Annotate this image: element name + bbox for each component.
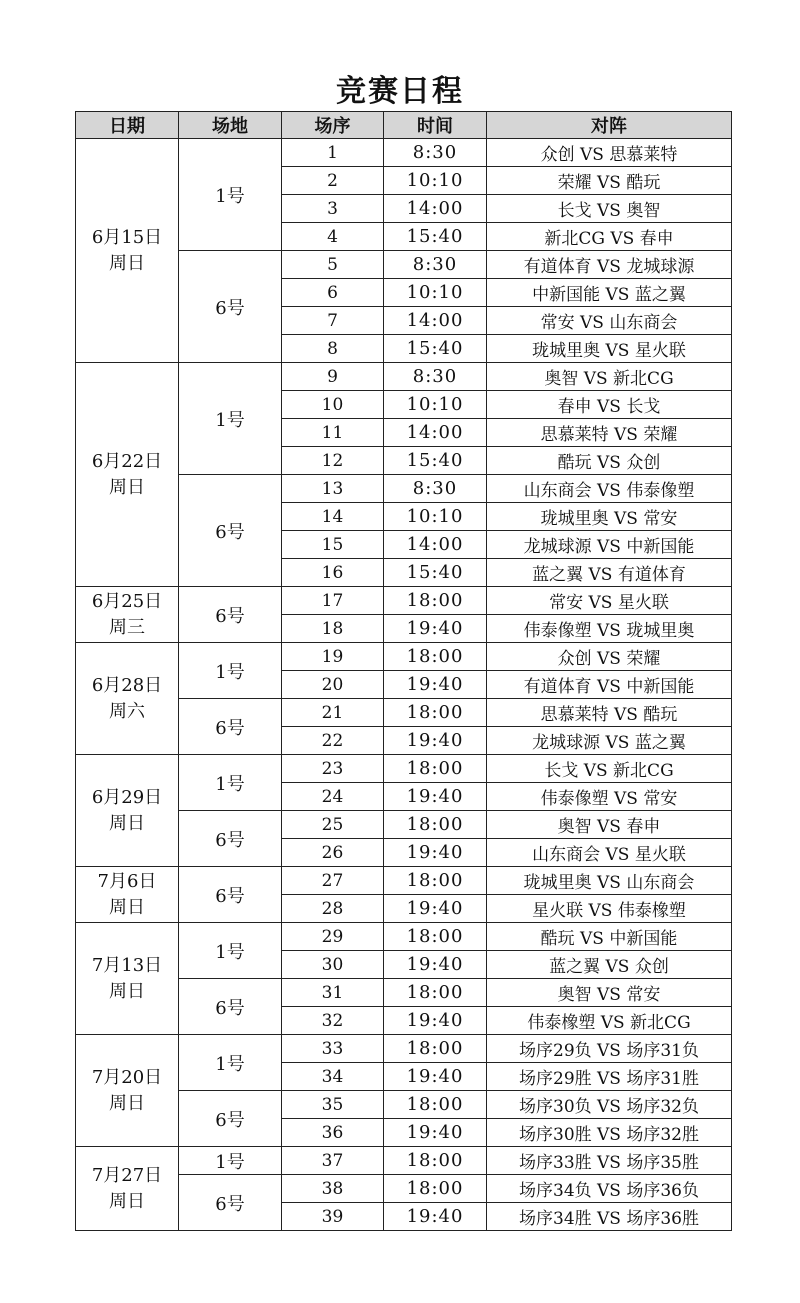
seq-cell: 37 — [282, 1147, 384, 1175]
match-cell: 长戈 VS 新北CG — [487, 755, 732, 783]
date-cell — [76, 139, 179, 363]
time-cell: 14:00 — [384, 195, 487, 223]
time-cell: 10:10 — [384, 167, 487, 195]
match-cell: 新北CG VS 春申 — [487, 223, 732, 251]
seq-cell: 13 — [282, 475, 384, 503]
seq-cell: 36 — [282, 1119, 384, 1147]
time-cell: 8:30 — [384, 475, 487, 503]
date-text: 7月27日 — [91, 1164, 163, 1186]
seq-cell: 34 — [282, 1063, 384, 1091]
match-cell: 春申 VS 长戈 — [487, 391, 732, 419]
match-cell: 常安 VS 山东商会 — [487, 307, 732, 335]
time-cell: 18:00 — [384, 1091, 487, 1119]
match-cell: 场序29胜 VS 场序31胜 — [487, 1063, 732, 1091]
match-cell: 有道体育 VS 龙城球源 — [487, 251, 732, 279]
date-text: 7月13日 — [91, 954, 163, 976]
weekday-text: 周六 — [109, 700, 145, 722]
seq-cell: 14 — [282, 503, 384, 531]
time-cell: 18:00 — [384, 699, 487, 727]
venue-cell: 1号 — [179, 139, 282, 251]
seq-cell: 28 — [282, 895, 384, 923]
seq-cell: 38 — [282, 1175, 384, 1203]
match-cell: 酷玩 VS 中新国能 — [487, 923, 732, 951]
seq-cell: 12 — [282, 447, 384, 475]
match-cell: 蓝之翼 VS 有道体育 — [487, 559, 732, 587]
weekday-text: 周日 — [109, 1190, 145, 1212]
match-cell: 珑城里奥 VS 星火联 — [487, 335, 732, 363]
match-cell: 场序29负 VS 场序31负 — [487, 1035, 732, 1063]
time-cell: 15:40 — [384, 559, 487, 587]
time-cell: 19:40 — [384, 1007, 487, 1035]
match-cell: 珑城里奥 VS 山东商会 — [487, 867, 732, 895]
time-cell: 19:40 — [384, 839, 487, 867]
seq-cell: 19 — [282, 643, 384, 671]
venue-cell: 1号 — [179, 923, 282, 979]
table-row — [76, 1035, 732, 1063]
date-cell — [76, 643, 179, 755]
seq-cell: 32 — [282, 1007, 384, 1035]
seq-cell: 35 — [282, 1091, 384, 1119]
weekday-text: 周日 — [109, 476, 145, 498]
time-cell: 19:40 — [384, 951, 487, 979]
date-text: 6月25日 — [91, 590, 163, 612]
venue-cell: 1号 — [179, 1035, 282, 1091]
match-cell: 众创 VS 荣耀 — [487, 643, 732, 671]
time-cell: 18:00 — [384, 643, 487, 671]
seq-cell: 20 — [282, 671, 384, 699]
page-title: 竞赛日程 — [336, 74, 464, 109]
time-cell: 15:40 — [384, 447, 487, 475]
schedule-table — [75, 111, 732, 1231]
match-cell: 中新国能 VS 蓝之翼 — [487, 279, 732, 307]
seq-cell: 7 — [282, 307, 384, 335]
date-text: 7月6日 — [97, 870, 157, 892]
table-row — [76, 139, 732, 167]
seq-cell: 5 — [282, 251, 384, 279]
venue-cell: 6号 — [179, 1091, 282, 1147]
venue-cell: 6号 — [179, 811, 282, 867]
time-cell: 15:40 — [384, 223, 487, 251]
venue-cell: 6号 — [179, 867, 282, 923]
venue-cell: 6号 — [179, 251, 282, 363]
header-seq: 场序 — [282, 112, 384, 139]
seq-cell: 18 — [282, 615, 384, 643]
table-row — [76, 363, 732, 391]
time-cell: 19:40 — [384, 671, 487, 699]
date-cell — [76, 587, 179, 643]
seq-cell: 9 — [282, 363, 384, 391]
date-cell — [76, 1035, 179, 1147]
match-cell: 众创 VS 思慕莱特 — [487, 139, 732, 167]
table-row — [76, 755, 732, 783]
date-cell — [76, 923, 179, 1035]
match-cell: 山东商会 VS 星火联 — [487, 839, 732, 867]
time-cell: 14:00 — [384, 531, 487, 559]
time-cell: 8:30 — [384, 363, 487, 391]
match-cell: 龙城球源 VS 中新国能 — [487, 531, 732, 559]
match-cell: 蓝之翼 VS 众创 — [487, 951, 732, 979]
time-cell: 8:30 — [384, 251, 487, 279]
seq-cell: 31 — [282, 979, 384, 1007]
date-cell — [76, 363, 179, 587]
seq-cell: 15 — [282, 531, 384, 559]
header-venue: 场地 — [179, 112, 282, 139]
seq-cell: 33 — [282, 1035, 384, 1063]
header-date: 日期 — [76, 112, 179, 139]
table-row — [76, 643, 732, 671]
date-cell — [76, 1147, 179, 1231]
time-cell: 14:00 — [384, 307, 487, 335]
time-cell: 18:00 — [384, 587, 487, 615]
header-row — [76, 112, 732, 139]
date-cell — [76, 867, 179, 923]
venue-cell: 1号 — [179, 643, 282, 699]
time-cell: 19:40 — [384, 1203, 487, 1231]
venue-cell: 6号 — [179, 699, 282, 755]
time-cell: 18:00 — [384, 923, 487, 951]
seq-cell: 24 — [282, 783, 384, 811]
date-text: 7月20日 — [91, 1066, 163, 1088]
seq-cell: 21 — [282, 699, 384, 727]
table-row — [76, 923, 732, 951]
date-text: 6月29日 — [91, 786, 163, 808]
seq-cell: 16 — [282, 559, 384, 587]
seq-cell: 10 — [282, 391, 384, 419]
seq-cell: 4 — [282, 223, 384, 251]
time-cell: 18:00 — [384, 811, 487, 839]
match-cell: 龙城球源 VS 蓝之翼 — [487, 727, 732, 755]
match-cell: 伟泰像塑 VS 常安 — [487, 783, 732, 811]
weekday-text: 周日 — [109, 1092, 145, 1114]
time-cell: 19:40 — [384, 1063, 487, 1091]
time-cell: 15:40 — [384, 335, 487, 363]
weekday-text: 周日 — [109, 252, 145, 274]
seq-cell: 3 — [282, 195, 384, 223]
seq-cell: 6 — [282, 279, 384, 307]
venue-cell: 1号 — [179, 1147, 282, 1175]
time-cell: 18:00 — [384, 755, 487, 783]
date-text: 6月15日 — [91, 226, 163, 248]
date-text: 6月28日 — [91, 674, 163, 696]
match-cell: 奥智 VS 新北CG — [487, 363, 732, 391]
seq-cell: 11 — [282, 419, 384, 447]
time-cell: 19:40 — [384, 783, 487, 811]
time-cell: 10:10 — [384, 391, 487, 419]
match-cell: 荣耀 VS 酷玩 — [487, 167, 732, 195]
venue-cell: 6号 — [179, 1175, 282, 1231]
match-cell: 场序33胜 VS 场序35胜 — [487, 1147, 732, 1175]
time-cell: 10:10 — [384, 503, 487, 531]
match-cell: 酷玩 VS 众创 — [487, 447, 732, 475]
time-cell: 18:00 — [384, 1147, 487, 1175]
time-cell: 18:00 — [384, 1035, 487, 1063]
seq-cell: 17 — [282, 587, 384, 615]
venue-cell: 6号 — [179, 979, 282, 1035]
seq-cell: 25 — [282, 811, 384, 839]
venue-cell: 1号 — [179, 363, 282, 475]
seq-cell: 30 — [282, 951, 384, 979]
time-cell: 19:40 — [384, 727, 487, 755]
weekday-text: 周日 — [109, 896, 145, 918]
match-cell: 场序34负 VS 场序36负 — [487, 1175, 732, 1203]
match-cell: 场序30胜 VS 场序32胜 — [487, 1119, 732, 1147]
seq-cell: 1 — [282, 139, 384, 167]
match-cell: 有道体育 VS 中新国能 — [487, 671, 732, 699]
header-time: 时间 — [384, 112, 487, 139]
venue-cell: 1号 — [179, 755, 282, 811]
header-match: 对阵 — [487, 112, 732, 139]
date-text: 6月22日 — [91, 450, 163, 472]
match-cell: 常安 VS 星火联 — [487, 587, 732, 615]
weekday-text: 周日 — [109, 980, 145, 1002]
match-cell: 奥智 VS 常安 — [487, 979, 732, 1007]
seq-cell: 27 — [282, 867, 384, 895]
seq-cell: 22 — [282, 727, 384, 755]
seq-cell: 26 — [282, 839, 384, 867]
venue-cell: 6号 — [179, 587, 282, 643]
match-cell: 伟泰像塑 VS 珑城里奥 — [487, 615, 732, 643]
schedule-body — [76, 139, 732, 1231]
match-cell: 场序34胜 VS 场序36胜 — [487, 1203, 732, 1231]
time-cell: 19:40 — [384, 1119, 487, 1147]
match-cell: 思慕莱特 VS 荣耀 — [487, 419, 732, 447]
time-cell: 14:00 — [384, 419, 487, 447]
seq-cell: 29 — [282, 923, 384, 951]
match-cell: 星火联 VS 伟泰橡塑 — [487, 895, 732, 923]
time-cell: 19:40 — [384, 615, 487, 643]
venue-cell: 6号 — [179, 475, 282, 587]
time-cell: 18:00 — [384, 1175, 487, 1203]
seq-cell: 39 — [282, 1203, 384, 1231]
match-cell: 思慕莱特 VS 酷玩 — [487, 699, 732, 727]
weekday-text: 周日 — [109, 812, 145, 834]
table-row — [76, 867, 732, 895]
seq-cell: 8 — [282, 335, 384, 363]
time-cell: 18:00 — [384, 867, 487, 895]
table-row — [76, 587, 732, 615]
match-cell: 伟泰橡塑 VS 新北CG — [487, 1007, 732, 1035]
time-cell: 18:00 — [384, 979, 487, 1007]
match-cell: 山东商会 VS 伟泰像塑 — [487, 475, 732, 503]
weekday-text: 周三 — [109, 616, 145, 638]
seq-cell: 2 — [282, 167, 384, 195]
table-row — [76, 1147, 732, 1175]
match-cell: 奥智 VS 春申 — [487, 811, 732, 839]
time-cell: 19:40 — [384, 895, 487, 923]
date-cell — [76, 755, 179, 867]
match-cell: 长戈 VS 奥智 — [487, 195, 732, 223]
time-cell: 8:30 — [384, 139, 487, 167]
match-cell: 珑城里奥 VS 常安 — [487, 503, 732, 531]
seq-cell: 23 — [282, 755, 384, 783]
match-cell: 场序30负 VS 场序32负 — [487, 1091, 732, 1119]
time-cell: 10:10 — [384, 279, 487, 307]
